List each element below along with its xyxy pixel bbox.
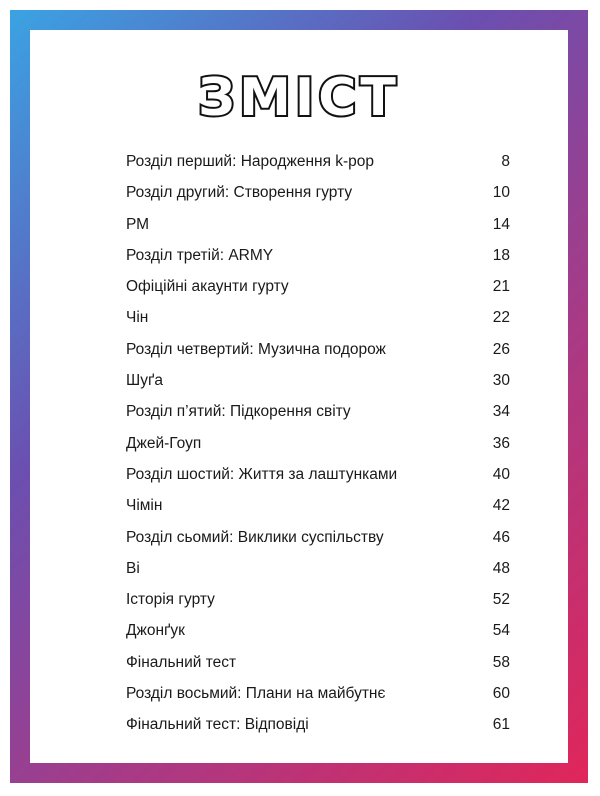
toc-entry-label: Розділ сьомий: Виклики суспільству	[126, 528, 384, 546]
toc-entry-label: Офіційні акаунти гурту	[126, 278, 289, 296]
toc-entry	[126, 647, 510, 678]
toc-entry-page: 40	[492, 465, 510, 483]
toc-entry	[126, 615, 510, 646]
toc-entry-page: 54	[492, 622, 510, 640]
toc-entry	[126, 522, 510, 553]
toc-entry-page: 48	[492, 559, 510, 577]
toc-entry	[126, 177, 510, 208]
toc-entry-label: Розділ четвертий: Музична подорож	[126, 340, 386, 358]
toc-entry	[126, 709, 510, 740]
toc-entry-label: Розділ перший: Народження k-pop	[126, 153, 375, 170]
toc-entry-page: 26	[492, 340, 510, 358]
toc-entry-label: Шуґа	[126, 372, 163, 390]
toc-entry-page: 30	[492, 372, 510, 390]
toc-entry-label: Фінальний тест	[126, 653, 237, 671]
toc-entry	[126, 209, 510, 240]
toc-entry	[126, 271, 510, 302]
toc-entry	[126, 553, 510, 584]
toc-entry-page: 61	[492, 716, 510, 734]
toc-entry-page: 42	[492, 497, 510, 515]
toc-entry-label: Чімін	[126, 497, 163, 515]
toc-entry	[126, 396, 510, 427]
toc-entry-label: Фінальний тест: Відповіді	[126, 716, 309, 734]
toc-entry-page: 22	[492, 309, 510, 327]
toc-entry-label: Історія гурту	[126, 591, 215, 609]
page-title: ЗМІСТ	[198, 68, 400, 128]
toc-entry-page: 8	[501, 153, 510, 170]
toc-entry-page: 14	[492, 215, 510, 233]
toc-entry	[126, 334, 510, 365]
toc-entry-page: 58	[492, 653, 510, 671]
toc-entry-label: Розділ другий: Створення гурту	[126, 184, 353, 202]
toc-entry-page: 36	[492, 434, 510, 452]
toc-entry-page: 46	[492, 528, 510, 546]
toc-entry-page: 21	[492, 278, 510, 296]
toc-entry	[126, 146, 510, 177]
gradient-frame	[10, 10, 588, 783]
toc-entry	[126, 240, 510, 271]
toc-entry	[126, 302, 510, 333]
toc-entry-page: 52	[492, 591, 510, 609]
toc-entry-label: РМ	[126, 215, 150, 233]
toc-entry-label: Розділ восьмий: Плани на майбутнє	[126, 685, 386, 703]
toc-entry-label: Джей-Гоуп	[126, 434, 202, 452]
toc-entry	[126, 428, 510, 459]
toc-entry	[126, 365, 510, 396]
table-of-contents	[126, 146, 510, 741]
toc-entry-page: 18	[492, 246, 510, 264]
content-panel	[30, 30, 568, 763]
toc-entry-label: Розділ п’ятий: Підкорення світу	[126, 403, 351, 421]
toc-entry-label: Ві	[126, 559, 140, 577]
toc-entry-page: 60	[492, 685, 510, 703]
toc-entry	[126, 459, 510, 490]
toc-entry-label: Джонґук	[126, 622, 185, 640]
toc-entry	[126, 678, 510, 709]
toc-entry-label: Чін	[126, 309, 149, 327]
toc-entry-label: Розділ шостий: Життя за лаштунками	[126, 465, 398, 483]
toc-entry-label: Розділ третій: ARMY	[126, 246, 274, 264]
toc-entry-page: 34	[492, 403, 510, 421]
toc-entry	[126, 490, 510, 521]
toc-entry	[126, 584, 510, 615]
toc-entry-page: 10	[492, 184, 510, 202]
